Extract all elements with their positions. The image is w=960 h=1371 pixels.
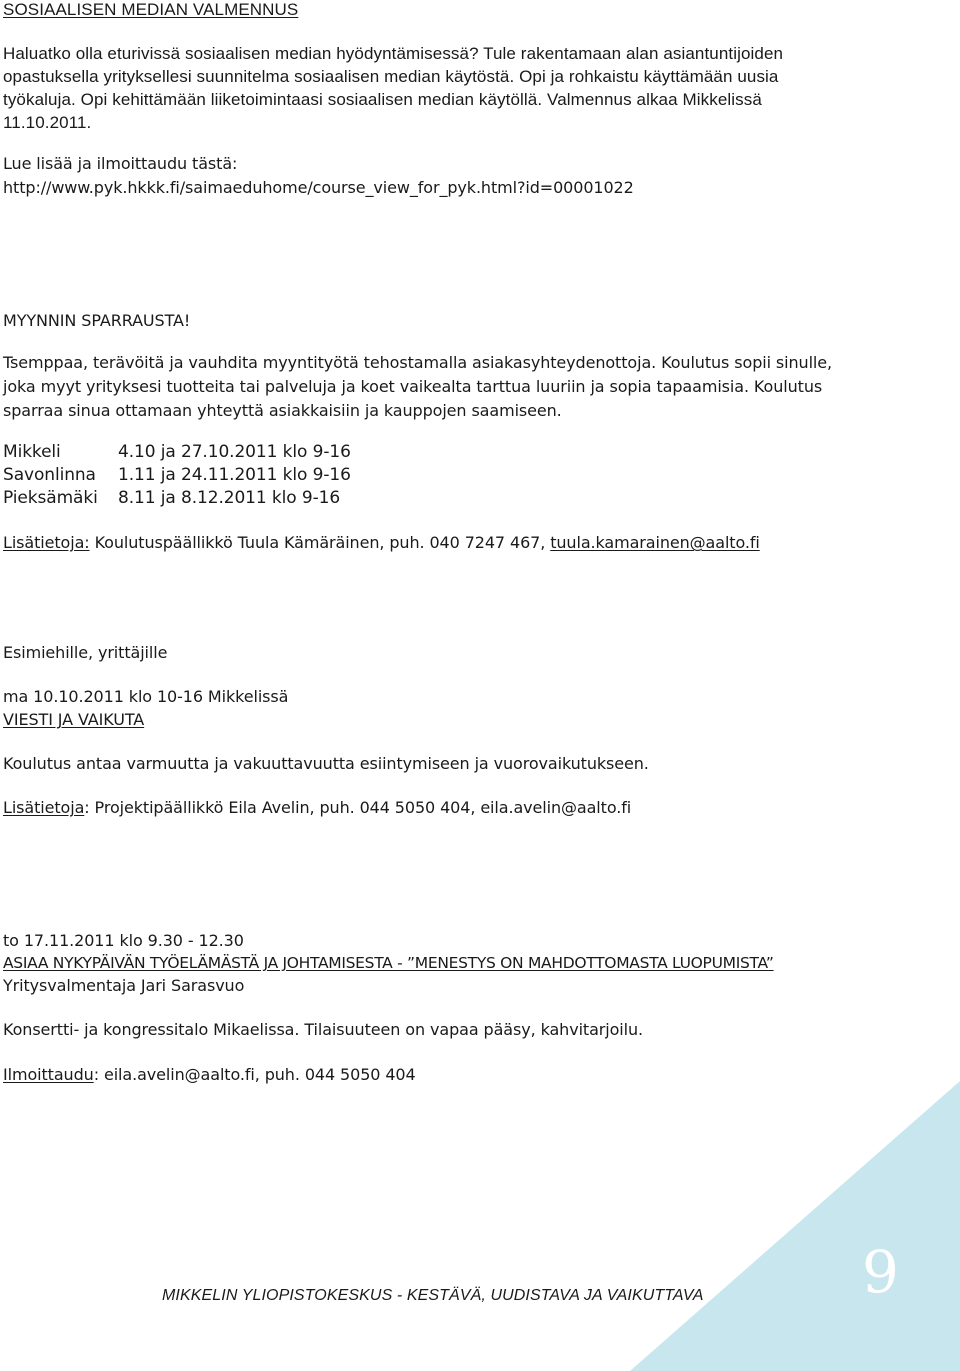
schedule-dates: 8.11 ja 8.12.2011 klo 9-16 [118,488,341,508]
sales-line-1: Tsemppaa, terävöitä ja vauhdita myyntityötä tehostamalla asiakasyhteydenottoja. Koulutus sopii sinulle, [3,353,833,372]
schedule-row [3,464,351,487]
managers-info-label: Lisätietoja [3,798,85,817]
social-media-line-1: Haluatko olla eturivissä sosiaalisen median hyödyntämisessä? Tule rakentamaan alan asiantuntijoiden [3,44,784,63]
lecture-signup-label: Ilmoittaudu [3,1065,94,1084]
schedule-city: Mikkeli [3,442,61,462]
sales-line-3: sparraa sinua ottamaan yhteyttä asiakkaisiin ja kauppojen saamiseen. [3,401,562,420]
lecture-venue: Konsertti- ja kongressitalo Mikaelissa. Tilaisuuteen on vapaa pääsy, kahvitarjoilu. [3,1020,644,1039]
page-number: 9 [862,1238,899,1306]
sales-email-link[interactable]: tuula.kamarainen@aalto.fi [550,533,760,552]
sales-info-text: Koulutuspäällikkö Tuula Kämäräinen, puh. 040 7247 467, [89,533,551,552]
corner-triangle [630,1081,960,1371]
social-media-more-label: Lue lisää ja ilmoittaudu tästä: [3,154,238,173]
social-media-link[interactable]: http://www.pyk.hkkk.fi/saimaeduhome/course_view_for_pyk.html?id=00001022 [3,178,634,197]
managers-contact [3,796,631,819]
schedule-dates: 1.11 ja 24.11.2011 klo 9-16 [118,465,351,485]
managers-date: ma 10.10.2011 klo 10-16 Mikkelissä [3,687,289,706]
managers-info-text: : Projektipäällikkö Eila Avelin, puh. 044 5050 404, eila.avelin@aalto.fi [84,798,632,817]
schedule-city: Savonlinna [3,465,96,485]
sales-line-2: joka myyt yrityksesi tuotteita tai palveluja ja koet vaikealta tarttua luuriin ja sopia tapaamisia. Koulutus [3,377,823,396]
lecture-date: to 17.11.2011 klo 9.30 - 12.30 [3,931,244,950]
lecture-speaker: Yritysvalmentaja Jari Sarasvuo [3,976,245,995]
sales-info-label: Lisätietoja: [3,533,90,552]
lecture-signup [3,1063,416,1086]
lecture-title: ASIAA NYKYPÄIVÄN TYÖELÄMÄSTÄ JA JOHTAMISESTA - ”MENESTYS ON MAHDOTTOMASTA LUOPUMISTA” [3,954,774,972]
sales-title: MYYNNIN SPARRAUSTA! [3,311,191,330]
lecture-signup-text: : eila.avelin@aalto.fi, puh. 044 5050 404 [93,1065,416,1084]
managers-title: VIESTI JA VAIKUTA [3,710,145,729]
social-media-line-2: opastuksella yrityksellesi suunnitelma sosiaalisen median käytöstä. Opi ja rohkaistu käyttämään uusia [3,67,779,86]
schedule-row [3,487,340,510]
social-media-line-4: 11.10.2011. [3,113,92,132]
social-media-line-3: työkaluja. Opi kehittämään liiketoimintaasi sosiaalisen median käytöllä. Valmennus alkaa Mikkelissä [3,90,762,109]
social-media-title: SOSIAALISEN MEDIAN VALMENNUS [3,0,299,19]
schedule-row [3,441,351,464]
managers-description: Koulutus antaa varmuutta ja vakuuttavuutta esiintymiseen ja vuorovaikutukseen. [3,754,649,773]
sales-contact [3,531,760,554]
managers-audience: Esimiehille, yrittäjille [3,643,168,662]
schedule-city: Pieksämäki [3,488,98,508]
schedule-dates: 4.10 ja 27.10.2011 klo 9-16 [118,442,351,462]
footer-text: MIKKELIN YLIOPISTOKESKUS - KESTÄVÄ, UUDISTAVA JA VAIKUTTAVA [162,1287,704,1304]
